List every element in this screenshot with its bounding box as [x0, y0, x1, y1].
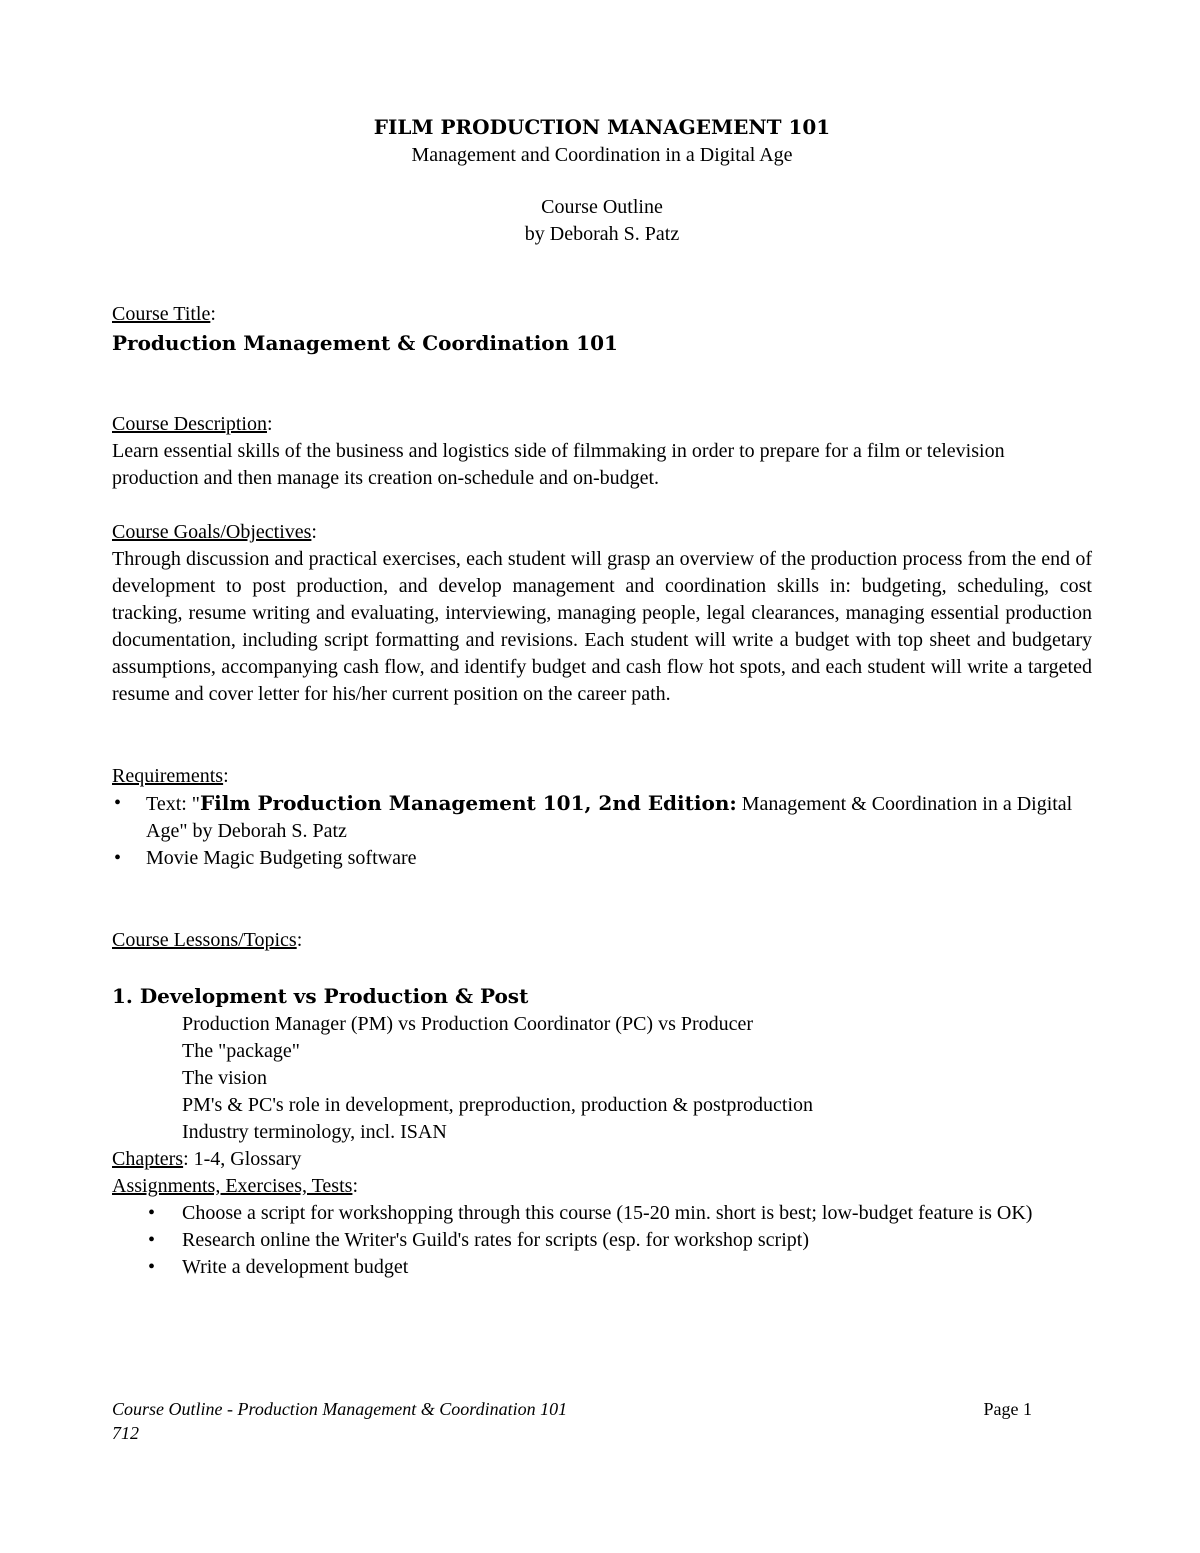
outline-label: Course Outline [541, 196, 663, 218]
list-item: Industry terminology, incl. ISAN [182, 1121, 447, 1143]
list-item [112, 790, 1092, 845]
course-description-label: Course Description [112, 413, 267, 435]
assignment-text: Choose a script for workshopping through this course (15-20 min. short is best; low-budget feature is OK) [182, 1202, 1033, 1224]
chapters-value: : 1-4, Glossary [183, 1148, 302, 1170]
page-footer [112, 1397, 1032, 1445]
requirement-book-title: Film Production Management 101, 2nd Edition: [199, 791, 737, 815]
lesson-1-topics [112, 1011, 1092, 1146]
list-item: The vision [182, 1067, 267, 1089]
requirement-text-rest: Management & Coordination in a Digital Age" by Deborah S. Patz [146, 793, 1073, 842]
document-title: FILM PRODUCTION MANAGEMENT 101 [373, 115, 831, 139]
course-goals-text: Through discussion and practical exercises, each student will grasp an overview of the production process from the end of development to post production, and develop management and coordination skills in: budgeting, scheduling, cost tracking, resume writing and evaluating, interviewing, managing people, legal clearances, managing essential production documentation, including script formatting and revisions. Each student will write a budget with top sheet and budgetary assumptions, accompanying cash flow, and identify budget and cash flow hot spots, and each student will write a targeted resume and cover letter for his/her current position on the career path. [112, 548, 1092, 705]
bullet-icon: • [148, 1229, 156, 1251]
document-subtitle: Management and Coordination in a Digital Age [411, 144, 793, 166]
footer-course-title: Course Outline - Production Management & Coordination 101 [112, 1399, 568, 1419]
bullet-icon: • [148, 1256, 156, 1278]
course-title-section: Course Title: Production Management & Coordination 101 [112, 301, 1092, 358]
assignment-text: Research online the Writer's Guild's rates for scripts (esp. for workshop script) [182, 1229, 809, 1251]
course-goals-section: Course Goals/Objectives: Through discussion and practical exercises, each student will grasp an overview of the production process from the end of development to post production, and develop management and coordination skills in: budgeting, scheduling, cost tracking, resume writing and evaluating, interviewing, managing people, legal clearances, managing essential production documentation, including script formatting and revisions. Each student will write a budget with top sheet and budgetary assumptions, accompanying cash flow, and identify budget and cash flow hot spots, and each student will write a targeted resume and cover letter for his/her current position on the career path. [112, 519, 1092, 708]
course-title-value: Production Management & Coordination 101 [112, 331, 618, 355]
list-item: PM's & PC's role in development, preproduction, production & postproduction [182, 1094, 814, 1116]
list-item [112, 845, 1092, 872]
requirements-section: Requirements: • Text: "Film Production Management 101, 2nd Edition: Management & Coordination in a Digital Age" by Deborah S. Patz • Movie Magic Budgeting software [112, 763, 1092, 872]
bullet-icon: • [148, 1202, 156, 1224]
list-item: The "package" [182, 1040, 300, 1062]
assignments-label: Assignments, Exercises, Tests [112, 1175, 353, 1197]
page-number: Page 1 [983, 1399, 1032, 1419]
course-description-text: Learn essential skills of the business and logistics side of filmmaking in order to prepare for a film or television production and then manage its creation on-schedule and on-budget. [112, 440, 1005, 489]
assignment-text: Write a development budget [182, 1256, 409, 1278]
chapters-label: Chapters [112, 1148, 184, 1170]
assignments-list [112, 1200, 1092, 1281]
lessons-label: Course Lessons/Topics [112, 929, 297, 951]
course-goals-label: Course Goals/Objectives [112, 521, 312, 543]
bullet-icon: • [114, 792, 122, 814]
requirement-text-prefix: Text: " [146, 793, 200, 815]
author-line: by Deborah S. Patz [524, 223, 680, 245]
lesson-1-chapters [112, 1146, 1092, 1173]
list-item [112, 1200, 1092, 1227]
document-page [112, 112, 1092, 1281]
list-item [112, 1227, 1092, 1254]
requirements-label: Requirements [112, 765, 224, 787]
lesson-1-heading: 1. Development vs Production & Post [112, 984, 529, 1008]
list-item: Production Manager (PM) vs Production Coordinator (PC) vs Producer [182, 1013, 754, 1035]
footer-code: 712 [112, 1423, 139, 1443]
course-description-section: Course Description: Learn essential skills of the business and logistics side of filmmaking in order to prepare for a film or television production and then manage its creation on-schedule and on-budget. [112, 411, 1092, 492]
requirements-list [112, 790, 1092, 872]
bullet-icon: • [114, 847, 122, 869]
list-item [112, 1254, 1092, 1281]
course-title-label: Course Title [112, 303, 211, 325]
requirement-software: Movie Magic Budgeting software [146, 847, 417, 869]
lessons-section: Course Lessons/Topics: 1. Development vs Production & Post Production Manager (PM) vs Production Coordinator (PC) vs Producer The "package" The vision PM's & PC's role in development, preproduction, production & postproduction Industry terminology, incl. ISAN Chapters: 1-4, Glossary Assignments, Exercises, Tests: • Choose a script for workshopping through this course (15-20 min. short is best; low-budget feature is OK) • Research online the Writer's Guild's rates for scripts (esp. for workshop script) • Write a development budget [112, 927, 1092, 1281]
